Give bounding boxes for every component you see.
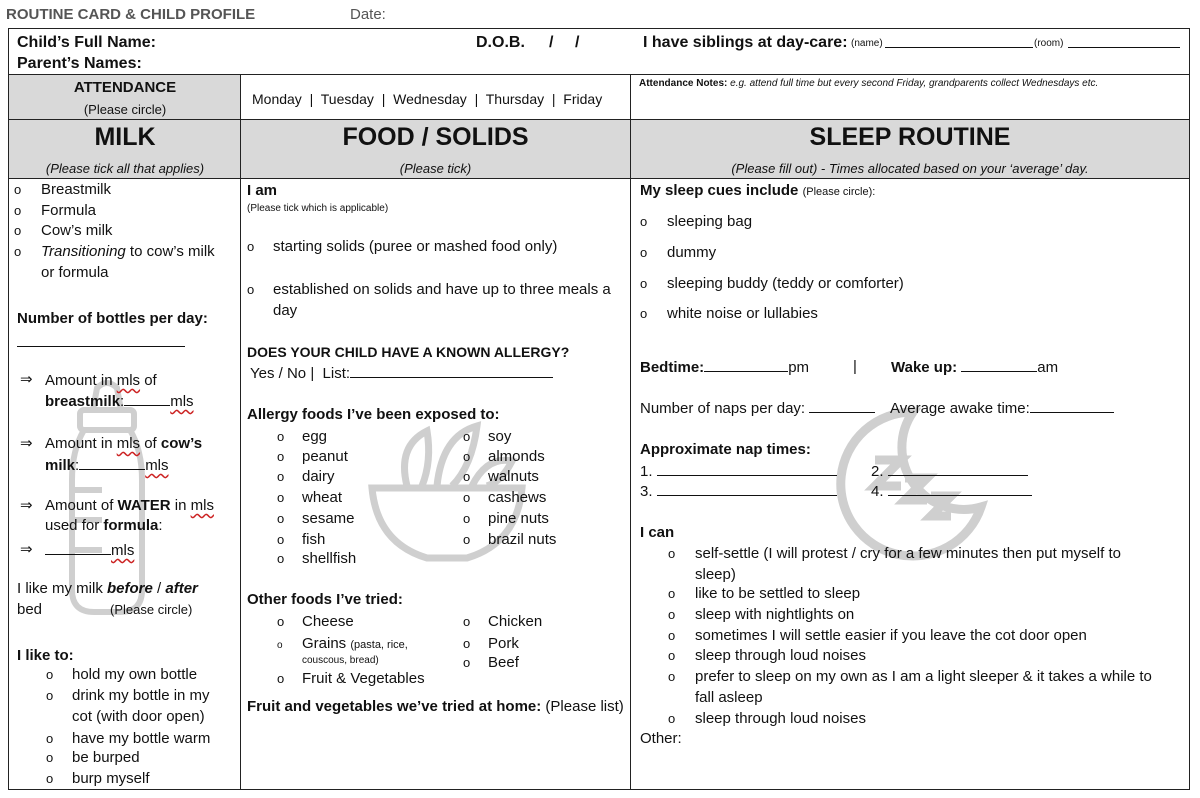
like-to-option[interactable]: o have my bottle warm (46, 730, 211, 747)
tried-food[interactable]: o Cheese (277, 613, 354, 630)
attendance-notes[interactable] (639, 78, 1098, 89)
attendance-hint: (Please circle) (83, 102, 167, 117)
arrow-icon: ⇒ (20, 371, 33, 388)
i-am-label: I am (247, 182, 278, 199)
naps-per-day-field[interactable]: Number of naps per day: (640, 398, 875, 419)
sleep-cue[interactable]: o white noise or lullabies (640, 305, 818, 322)
milk-option[interactable]: o Transitioning to cow’s milk (14, 243, 215, 260)
allergy-answer[interactable]: Yes / No | List: (250, 363, 553, 384)
exposed-food[interactable]: o fish (277, 531, 326, 548)
i-can-option[interactable]: o sleep through loud noises (668, 710, 866, 727)
page-header (0, 0, 1200, 28)
solids-option[interactable]: o established on solids and have up to three meals a (247, 281, 611, 298)
milk-transition-cont: or formula (41, 264, 109, 281)
sleep-hint: (Please fill out) - Times allocated based on your ‘average’ day. (731, 161, 1089, 176)
exposed-label: Allergy foods I’ve been exposed to: (247, 406, 500, 423)
allergy-question: DOES YOUR CHILD HAVE A KNOWN ALLERGY? (247, 344, 570, 360)
sibling-room-field[interactable] (1068, 33, 1180, 48)
solids-option-cont: day (273, 302, 298, 319)
sleep-cue[interactable]: o sleeping bag (640, 213, 753, 230)
arrow-icon: ⇒ (20, 541, 33, 558)
parent-names-label[interactable]: Parent’s Names: (17, 55, 142, 72)
exposed-food[interactable]: o almonds (463, 448, 545, 465)
food-hint: (Please tick) (399, 161, 472, 176)
exposed-food[interactable]: o cashews (463, 489, 547, 506)
exposed-food[interactable]: o wheat (277, 489, 343, 506)
date-label[interactable]: Date: (350, 6, 386, 23)
milk-timing-line2: bed (17, 601, 43, 618)
sleep-cues-label: My sleep cues include (Please circle): (640, 182, 876, 199)
exposed-food[interactable]: o brazil nuts (463, 531, 557, 548)
like-to-option[interactable]: o burp myself (46, 770, 150, 787)
sibling-room-hint: (room) (1034, 38, 1064, 49)
dob-separator: / (575, 34, 580, 51)
milk-hint: (Please tick all that applies) (45, 161, 205, 176)
sleep-title: SLEEP ROUTINE (809, 123, 1011, 151)
milk-option[interactable]: o Cow’s milk (14, 222, 113, 239)
like-to-option[interactable]: o hold my own bottle (46, 666, 198, 683)
wakeup-field[interactable]: Wake up: am (891, 359, 1059, 376)
sleep-cue[interactable]: o dummy (640, 244, 717, 261)
exposed-food[interactable]: o pine nuts (463, 510, 549, 527)
i-can-option[interactable]: o sleep with nightlights on (668, 606, 855, 623)
bottles-label: Number of bottles per day: (17, 310, 208, 327)
exposed-food[interactable]: o walnuts (463, 468, 539, 485)
cows-milk-amount-line1: Amount in mls of cow’s (45, 435, 203, 452)
i-can-option[interactable]: o sometimes I will settle easier if you leave the cot door open (668, 627, 1087, 644)
tried-food[interactable]: o Fruit & Vegetables (277, 670, 425, 687)
sibling-name-field[interactable] (885, 33, 1033, 48)
bedtime-field[interactable]: Bedtime: pm (640, 359, 810, 376)
milk-timing-hint: (Please circle) (110, 602, 193, 617)
i-can-option-cont: sleep) (695, 566, 736, 583)
arrow-icon: ⇒ (20, 497, 33, 514)
tried-label: Other foods I’ve tried: (247, 591, 403, 608)
tried-food-hint: couscous, bread) (302, 655, 379, 666)
exposed-food[interactable]: o egg (277, 428, 328, 445)
attendance-notes-label: Attendance Notes: (639, 78, 728, 89)
milk-timing-line1[interactable]: I like my milk before / after (17, 580, 198, 597)
water-amount-line1: Amount of WATER in mls (45, 497, 214, 514)
breastmilk-amount-line1: Amount in mls of (45, 372, 157, 389)
exposed-food[interactable]: o dairy (277, 468, 335, 485)
i-can-option[interactable]: o prefer to sleep on my own as I am a light sleeper & it takes a while to (668, 668, 1152, 685)
tried-food[interactable]: o Grains (pasta, rice, (277, 635, 408, 652)
siblings-label[interactable]: I have siblings at day-care: (643, 34, 848, 51)
extra-amount-field[interactable]: mls (45, 540, 134, 561)
milk-option[interactable]: o Breastmilk (14, 181, 112, 198)
milk-option[interactable]: o Formula (14, 202, 97, 219)
arrow-icon: ⇒ (20, 435, 33, 452)
attendance-days[interactable]: Monday | Tuesday | Wednesday | Thursday | Friday (252, 91, 603, 107)
divider-bar: | (853, 358, 857, 375)
food-title: FOOD / SOLIDS (342, 123, 529, 151)
nap-time-field[interactable]: 3. (640, 481, 837, 502)
i-can-option[interactable]: o like to be settled to sleep (668, 585, 861, 602)
nap-time-field[interactable]: 2. (871, 461, 1028, 482)
milk-title: MILK (94, 123, 156, 151)
like-to-option[interactable]: o drink my bottle in my (46, 687, 210, 704)
water-amount-line2: used for formula: (45, 517, 163, 534)
dob-label[interactable]: D.O.B. (476, 34, 525, 51)
bottles-field[interactable] (17, 332, 185, 347)
like-to-option-cont: cot (with door open) (72, 708, 205, 725)
awake-time-field[interactable]: Average awake time: (890, 398, 1114, 419)
i-can-option[interactable]: o sleep through loud noises (668, 647, 866, 664)
solids-option[interactable]: o starting solids (puree or mashed food only) (247, 238, 558, 255)
tried-food[interactable]: o Beef (463, 654, 519, 671)
exposed-food[interactable]: o sesame (277, 510, 355, 527)
tried-food[interactable]: o Chicken (463, 613, 543, 630)
dob-separator: / (549, 34, 554, 51)
other-label[interactable]: Other: (640, 730, 682, 747)
child-name-label[interactable]: Child’s Full Name: (17, 34, 156, 51)
sleep-cue[interactable]: o sleeping buddy (teddy or comforter) (640, 275, 904, 292)
nap-times-label: Approximate nap times: (640, 441, 811, 458)
exposed-food[interactable]: o soy (463, 428, 512, 445)
attendance-title: ATTENDANCE (73, 79, 177, 96)
i-am-hint: (Please tick which is applicable) (247, 203, 389, 214)
nap-time-field[interactable]: 4. (871, 481, 1032, 502)
cows-milk-amount-line2[interactable]: milk: mls (45, 457, 169, 474)
doc-title: ROUTINE CARD & CHILD PROFILE (6, 6, 256, 23)
attendance-notes-example: e.g. attend full time but every second Friday, grandparents collect Wednesdays etc. (730, 78, 1099, 89)
sibling-name-hint: (name) (851, 38, 883, 49)
tried-food[interactable]: o Pork (463, 635, 519, 652)
nap-time-field[interactable]: 1. (640, 461, 837, 482)
i-can-label: I can (640, 524, 675, 541)
like-to-label: I like to: (17, 647, 74, 664)
home-foods-label[interactable]: Fruit and vegetables we’ve tried at home: (Please list) (247, 698, 624, 715)
i-can-option[interactable]: o self-settle (I will protest / cry for a few minutes then put myself to (668, 545, 1121, 562)
like-to-option[interactable]: o be burped (46, 749, 140, 766)
breastmilk-amount-line2[interactable]: breastmilk: mls (45, 393, 194, 410)
exposed-food[interactable]: o peanut (277, 448, 348, 465)
i-can-option-cont: fall asleep (695, 689, 763, 706)
exposed-food[interactable]: o shellfish (277, 550, 357, 567)
